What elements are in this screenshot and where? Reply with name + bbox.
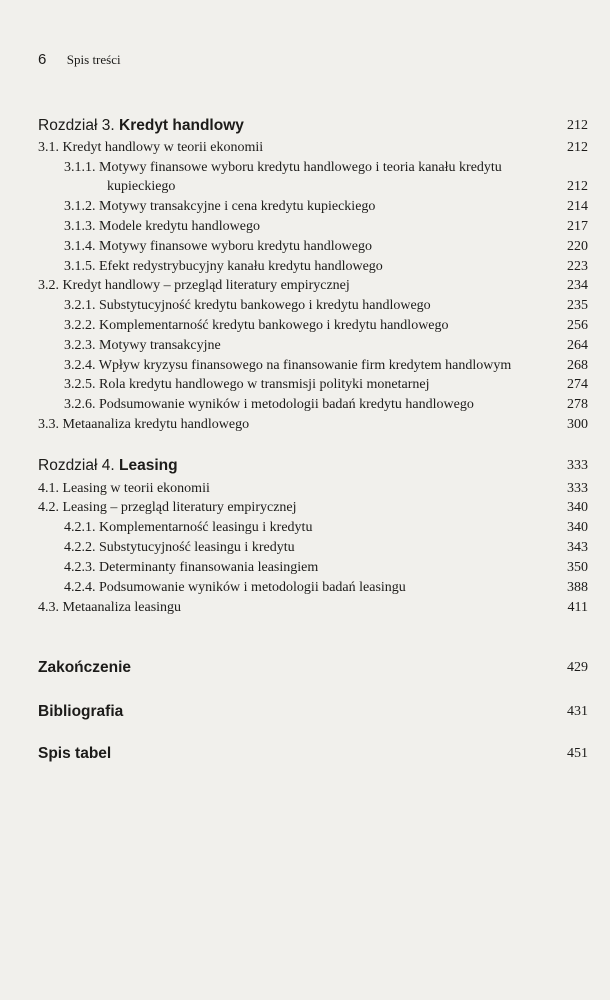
toc-entry: 4.2.4. Podsumowanie wyników i metodologii badań leasingu (64, 580, 406, 595)
running-header (38, 51, 121, 69)
running-title: Spis treści (66, 52, 121, 67)
back-matter-page: 451 (567, 746, 588, 761)
back-matter-page: 429 (567, 660, 588, 675)
toc-page: 268 (567, 358, 588, 373)
toc-entry: 4.2.1. Komplementarność leasingu i kredytu (64, 520, 313, 535)
chapter-4-page: 333 (567, 458, 588, 473)
toc-page: 340 (567, 500, 588, 515)
toc-entry: 3.2.3. Motywy transakcyjne (64, 338, 221, 353)
toc-entry: 3.1.1. Motywy finansowe wyboru kredytu handlowego i teoria kanału kredytu (64, 160, 502, 175)
toc-page: 235 (567, 298, 588, 313)
chapter-3-page: 212 (567, 118, 588, 133)
toc-entry: 4.1. Leasing w teorii ekonomii (38, 481, 210, 496)
toc-page: 234 (567, 278, 588, 293)
toc-entry: 4.2.2. Substytucyjność leasingu i kredytu (64, 540, 295, 555)
toc-entry: 3.2. Kredyt handlowy – przegląd literatury empirycznej (38, 278, 350, 293)
toc-page: 256 (567, 318, 588, 333)
toc-page: 217 (567, 219, 588, 234)
toc-entry: 3.2.6. Podsumowanie wyników i metodologii badań kredytu handlowego (64, 397, 474, 412)
toc-entry: 3.1.3. Modele kredytu handlowego (64, 219, 260, 234)
toc-entry: 3.1.2. Motywy transakcyjne i cena kredytu kupieckiego (64, 199, 376, 214)
toc-entry: 3.2.5. Rola kredytu handlowego w transmisji polityki monetarnej (64, 377, 430, 392)
toc-entry: 3.1.4. Motywy finansowe wyboru kredytu handlowego (64, 239, 372, 254)
toc-page: 388 (567, 580, 588, 595)
toc-entry: 4.2.3. Determinanty finansowania leasingiem (64, 560, 319, 575)
toc-page: 214 (567, 199, 588, 214)
toc-page: 212 (567, 140, 588, 155)
toc-page: 278 (567, 397, 588, 412)
toc-entry: 4.3. Metaanaliza leasingu (38, 600, 182, 615)
chapter-4-prefix: Rozdział 4. (38, 457, 115, 474)
toc-page: 350 (567, 560, 588, 575)
toc-page: 333 (567, 481, 588, 496)
back-matter-page: 431 (567, 704, 588, 719)
toc-entry: 3.2.2. Komplementarność kredytu bankowego i kredytu handlowego (64, 318, 449, 333)
toc-entry: 3.2.4. Wpływ kryzysu finansowego na finansowanie firm kredytem handlowym (64, 358, 512, 373)
toc-page: 300 (567, 417, 588, 432)
back-matter-title: Spis tabel (38, 745, 112, 762)
chapter-3-heading (38, 116, 244, 136)
toc-page: 220 (567, 239, 588, 254)
page-number: 6 (38, 51, 47, 68)
toc-page: 223 (567, 259, 588, 274)
toc-entry: kupieckiego (107, 179, 176, 194)
toc-page: 343 (567, 540, 588, 555)
chapter-4-title: Leasing (119, 457, 178, 474)
toc-page: 212 (567, 179, 588, 194)
toc-entry: 3.1. Kredyt handlowy w teorii ekonomii (38, 140, 264, 155)
toc-page: 264 (567, 338, 588, 353)
toc-page: 274 (567, 377, 588, 392)
back-matter-title: Bibliografia (38, 703, 124, 720)
chapter-3-title: Kredyt handlowy (119, 117, 244, 134)
toc-entry: 3.1.5. Efekt redystrybucyjny kanału kredytu handlowego (64, 259, 383, 274)
chapter-3-prefix: Rozdział 3. (38, 117, 115, 134)
toc-page: 340 (567, 520, 588, 535)
toc-page: 411 (567, 600, 588, 615)
back-matter-title: Zakończenie (38, 659, 132, 676)
chapter-4-heading (38, 456, 178, 476)
toc-entry: 3.2.1. Substytucyjność kredytu bankowego i kredytu handlowego (64, 298, 431, 313)
toc-entry: 3.3. Metaanaliza kredytu handlowego (38, 417, 250, 432)
toc-entry: 4.2. Leasing – przegląd literatury empirycznej (38, 500, 297, 515)
